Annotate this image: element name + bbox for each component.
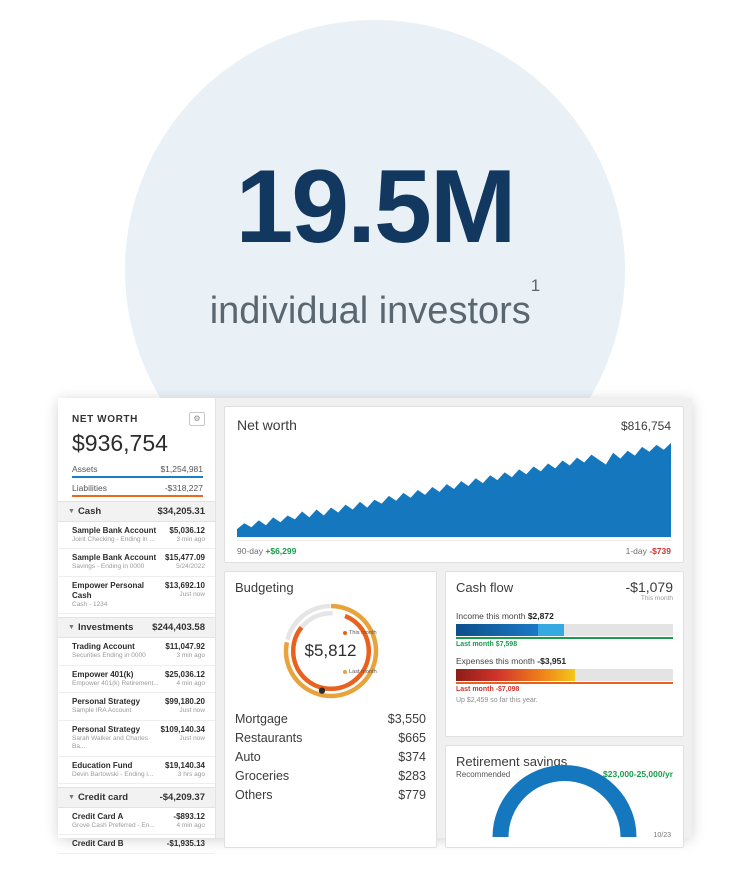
- account-time: Just now: [179, 734, 205, 742]
- sidebar-section-total: -$4,209.37: [159, 791, 205, 803]
- list-item[interactable]: [58, 721, 215, 757]
- panel-title: Budgeting: [235, 580, 294, 595]
- panel-title: Cash flow: [456, 580, 514, 595]
- day-change: -$739: [649, 546, 671, 556]
- list-item[interactable]: [58, 835, 215, 854]
- account-name: Personal Strategy: [72, 724, 141, 734]
- hero-footnote-marker: 1: [530, 276, 541, 296]
- account-name: Credit Card B: [72, 839, 124, 849]
- period-label: 90-day: [237, 546, 263, 556]
- sidebar-header: [58, 412, 215, 426]
- income-value: $2,872: [527, 610, 554, 621]
- budgeting-panel: [224, 571, 437, 848]
- cash-flow-amount: [626, 580, 673, 603]
- list-item[interactable]: [58, 757, 215, 784]
- account-value: $99,180.20: [164, 697, 205, 707]
- income-label-row: [456, 611, 673, 621]
- category-label: Mortgage: [235, 711, 288, 726]
- net-worth-footer: [237, 540, 671, 556]
- legend-label: Last month: [349, 669, 377, 675]
- right-column: [445, 571, 684, 848]
- income-last-value: $7,598: [495, 640, 518, 648]
- account-name: Empower 401(k): [72, 669, 134, 679]
- account-detail: Devin Bartowski - Ending i...: [72, 770, 154, 778]
- liabilities-label: Liabilities: [72, 483, 107, 493]
- lower-panels-row: [224, 571, 684, 848]
- expenses-last-value: -$7,098: [495, 685, 520, 693]
- account-detail: Cash - 1234: [72, 600, 108, 608]
- list-item[interactable]: [58, 638, 215, 665]
- net-worth-panel-header: [237, 417, 671, 433]
- expenses-bar: [456, 669, 673, 681]
- expenses-last-label: Last month: [456, 685, 494, 693]
- sidebar-section-total: $34,205.31: [157, 506, 205, 517]
- cash-flow-header: [456, 580, 673, 603]
- expenses-last-month: [456, 686, 673, 693]
- net-worth-total: $936,754: [72, 430, 168, 456]
- list-item[interactable]: [235, 785, 426, 804]
- account-time: Just now: [179, 707, 205, 715]
- account-value: $109,140.34: [160, 724, 205, 734]
- account-value: $15,477.09: [164, 553, 205, 563]
- expenses-underline: [456, 682, 673, 684]
- category-amount: $3,550: [387, 711, 426, 726]
- account-time: 3 min ago: [176, 652, 205, 660]
- retirement-gauge: [456, 781, 673, 839]
- income-last-label: Last month: [456, 640, 494, 648]
- main-content: [216, 398, 692, 838]
- liabilities-bar: [72, 495, 203, 497]
- budget-total: $5,812: [304, 641, 357, 660]
- list-item[interactable]: [235, 747, 426, 766]
- retirement-savings-panel: [445, 745, 684, 848]
- hero-subtitle-text: individual investors: [209, 290, 531, 332]
- account-detail: Sarah Walker and Charles Ba...: [72, 734, 148, 751]
- sidebar-section-label: Cash: [77, 506, 102, 517]
- income-label: Income this month: [456, 610, 526, 621]
- list-item[interactable]: [58, 666, 215, 693]
- category-amount: $665: [398, 730, 426, 745]
- category-label: Restaurants: [235, 730, 303, 745]
- sidebar-section-label: Investments: [77, 622, 134, 634]
- day-label: 1-day: [625, 546, 647, 556]
- income-underline: [456, 637, 673, 639]
- account-value: $19,140.34: [164, 760, 205, 770]
- cash-flow-panel: [445, 571, 684, 737]
- sidebar-section-label: Credit card: [77, 791, 129, 803]
- category-amount: $779: [398, 787, 426, 802]
- account-name: Education Fund: [72, 760, 133, 770]
- legend-label: This month: [349, 630, 377, 636]
- expenses-label-row: [456, 656, 673, 666]
- sidebar-section-cash[interactable]: [58, 501, 215, 522]
- account-time: 4 min ago: [176, 679, 205, 687]
- expenses-label: Expenses this month: [456, 655, 535, 666]
- gauge-label: 10/23: [653, 832, 671, 839]
- hero-subtitle: [0, 276, 750, 332]
- account-name: Empower Personal Cash: [72, 580, 145, 600]
- chevron-down-icon: ▼: [68, 508, 75, 515]
- hero-stat: 19.5M: [235, 149, 515, 265]
- account-name: Sample Bank Account: [72, 526, 157, 535]
- chevron-down-icon: ▼: [68, 624, 75, 632]
- account-detail: Sample IRA Account: [72, 707, 132, 715]
- sidebar-section-investments[interactable]: [58, 617, 215, 638]
- account-detail: Grove Cash Preferred - En...: [72, 821, 155, 829]
- list-item[interactable]: [58, 522, 215, 549]
- account-time: 5/24/2022: [176, 563, 205, 571]
- account-time: 3 hrs ago: [177, 770, 205, 778]
- recommended-range: $23,000-25,000/yr: [603, 769, 673, 779]
- gear-icon[interactable]: ⚙: [189, 412, 205, 426]
- category-amount: $374: [398, 749, 426, 764]
- panel-title: Net worth: [237, 417, 297, 433]
- list-item[interactable]: [235, 728, 426, 747]
- legend-this-month: [343, 630, 377, 636]
- budget-category-list: [235, 709, 426, 804]
- net-worth-panel-value: $816,754: [620, 419, 671, 433]
- account-time: 4 min ago: [176, 821, 205, 829]
- sidebar-section-total: $244,403.58: [152, 622, 205, 634]
- account-value: $13,692.10: [164, 580, 205, 590]
- account-value: $5,036.12: [169, 526, 205, 535]
- sidebar-section-credit-card[interactable]: [58, 787, 215, 808]
- liabilities-value: -$318,227: [164, 483, 203, 493]
- account-detail: Joint Checking - Ending in ...: [72, 536, 155, 543]
- account-detail: Securities Ending in 0000: [72, 652, 146, 660]
- category-label: Groceries: [235, 768, 290, 783]
- account-value: $11,047.92: [165, 642, 205, 652]
- list-item[interactable]: [58, 808, 215, 835]
- income-last-month: [456, 641, 673, 648]
- assets-value: $1,254,981: [160, 464, 203, 474]
- account-time: 3 min ago: [176, 536, 205, 543]
- category-label: Others: [235, 787, 273, 802]
- cash-flow-period: This month: [640, 595, 673, 603]
- chevron-down-icon: ▼: [68, 793, 75, 801]
- liabilities-row: [58, 482, 215, 494]
- list-item[interactable]: [235, 766, 426, 785]
- net-worth-chart: [237, 439, 671, 537]
- account-time: Just now: [179, 590, 205, 598]
- panel-title: Retirement savings: [456, 754, 568, 769]
- list-item[interactable]: [58, 549, 215, 576]
- account-value: $25,036.12: [164, 669, 205, 679]
- list-item[interactable]: [235, 709, 426, 728]
- net-worth-panel: [224, 406, 684, 563]
- sidebar-title: NET WORTH: [72, 413, 138, 425]
- budget-donut-chart: [235, 597, 426, 705]
- cash-flow-value: -$1,079: [625, 579, 673, 595]
- hero-section: [0, 0, 750, 400]
- legend-last-month: [343, 669, 377, 675]
- list-item[interactable]: [58, 693, 215, 720]
- period-change: +$6,299: [265, 546, 297, 556]
- assets-bar: [72, 476, 203, 478]
- assets-row: [58, 463, 215, 475]
- recommended-label: Recommended: [456, 770, 511, 779]
- account-name: Personal Strategy: [72, 697, 141, 707]
- cash-flow-footer: Up $2,459 so far this year.: [456, 696, 538, 704]
- account-value: -$1,935.13: [166, 839, 205, 849]
- income-bar: [456, 624, 673, 636]
- account-name: Trading Account: [72, 642, 135, 652]
- account-detail: Empower 401(k) Retirement...: [72, 679, 159, 687]
- account-name: Credit Card A: [72, 811, 124, 821]
- account-value: -$893.12: [173, 811, 205, 821]
- category-label: Auto: [235, 749, 261, 764]
- app-screenshot-card: [58, 398, 692, 849]
- account-name: Sample Bank Account: [72, 553, 157, 563]
- list-item[interactable]: [58, 577, 215, 614]
- sidebar: [58, 398, 216, 849]
- category-amount: $283: [398, 768, 426, 783]
- expenses-value: -$3,951: [537, 655, 567, 666]
- assets-label: Assets: [72, 464, 98, 474]
- account-detail: Savings - Ending in 0000: [72, 563, 145, 571]
